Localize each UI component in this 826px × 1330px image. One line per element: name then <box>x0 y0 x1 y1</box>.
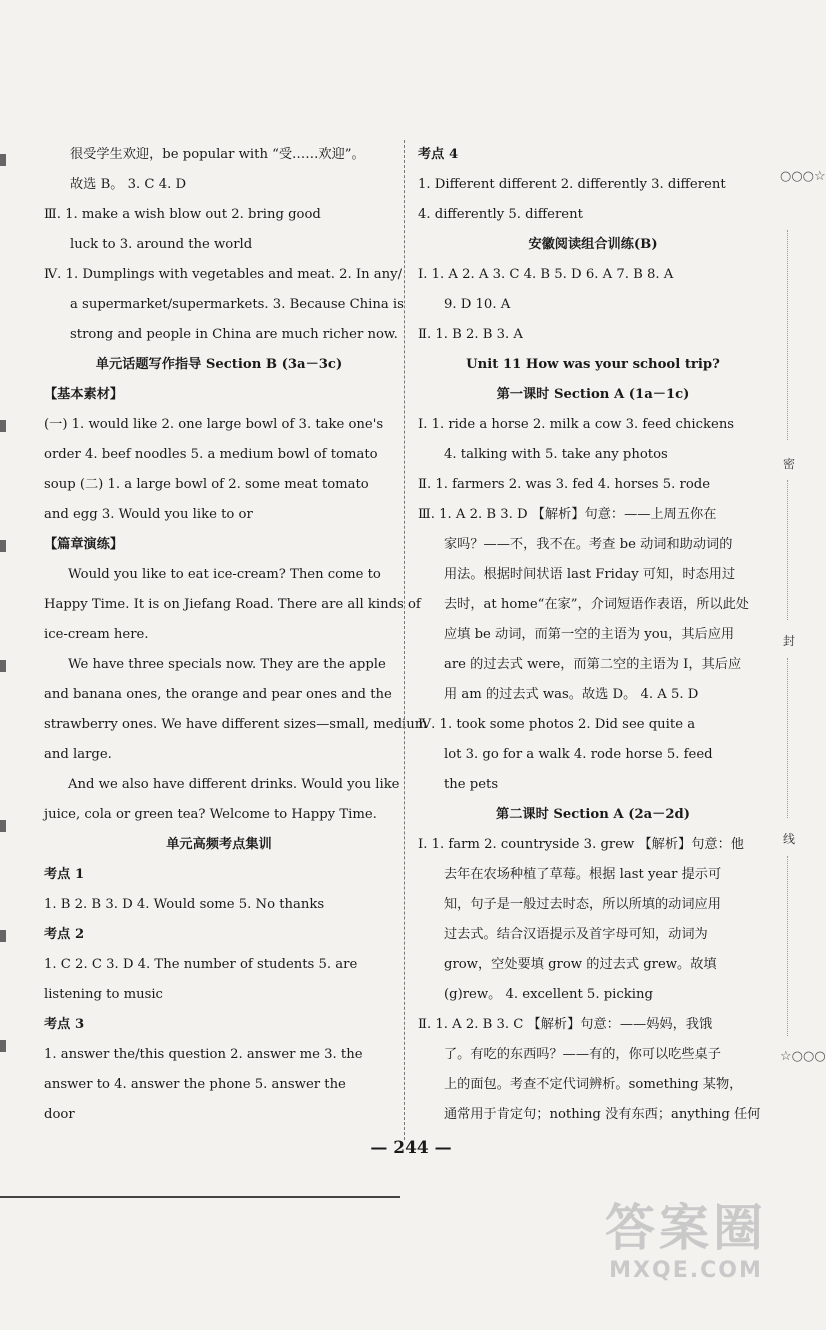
text-line: 9. D 10. A <box>444 297 511 312</box>
text-line: 用法。根据时间状语 last Friday 可知，时态用过 <box>444 567 736 582</box>
text-line: Ⅰ. 1. A 2. A 3. C 4. B 5. D 6. A 7. B 8. A <box>418 267 674 282</box>
text-line: (g)rew。 4. excellent 5. picking <box>444 987 653 1002</box>
margin-mark <box>0 154 6 166</box>
binding-margin <box>776 169 826 1120</box>
text-line: Would you like to eat ice-cream? Then come to <box>68 567 381 582</box>
text-line: 过去式。结合汉语提示及首字母可知，动词为 <box>444 927 708 942</box>
text-line: Ⅱ. 1. B 2. B 3. A <box>418 327 523 342</box>
text-line: 1. Different different 2. differently 3. different <box>418 177 726 192</box>
text-line: 上的面包。考查不定代词辨析。something 某物， <box>444 1077 743 1092</box>
text-line: grow，空处要填 grow 的过去式 grew。故填 <box>444 957 717 972</box>
text-line: strawberry ones. We have different sizes—small, medium <box>44 717 428 732</box>
text-line: answer to 4. answer the phone 5. answer the <box>44 1077 346 1092</box>
kaodian-heading: 考点 3 <box>44 1017 85 1032</box>
binding-dotted-line <box>787 658 788 818</box>
bottom-rule <box>0 1196 400 1198</box>
section-heading: 第一课时 Section A (1a－1c) <box>496 387 690 402</box>
page-number: — 244 — <box>370 1138 452 1158</box>
binding-char: 线 <box>783 832 796 846</box>
column-divider <box>404 140 405 1140</box>
binding-char: 封 <box>783 634 796 648</box>
binding-char: 密 <box>783 457 796 471</box>
text-line: 了。有吃的东西吗？——有的，你可以吃些桌子 <box>444 1047 721 1062</box>
text-line: and large. <box>44 747 112 762</box>
text-line: lot 3. go for a walk 4. rode horse 5. feed <box>444 747 713 762</box>
text-line: a supermarket/supermarkets. 3. Because China is <box>70 297 404 312</box>
text-line: door <box>44 1107 75 1122</box>
text-line: 去年在农场种植了草莓。根据 last year 提示可 <box>444 867 722 882</box>
text-line: ice-cream here. <box>44 627 149 642</box>
left-margin-marks <box>0 140 10 1140</box>
text-line: and banana ones, the orange and pear ones and the <box>44 687 392 702</box>
kaodian-heading: 考点 1 <box>44 867 85 882</box>
text-line: Ⅰ. 1. farm 2. countryside 3. grew 【解析】句意：他 <box>418 837 744 852</box>
text-line: the pets <box>444 777 499 792</box>
text-line: Ⅲ. 1. make a wish blow out 2. bring good <box>44 207 321 222</box>
margin-mark <box>0 1040 6 1052</box>
binding-dotted-line <box>787 230 788 440</box>
text-line: Ⅳ. 1. took some photos 2. Did see quite a <box>418 717 696 732</box>
text-line: strong and people in China are much richer now. <box>70 327 398 342</box>
binding-dotted-line <box>787 480 788 620</box>
left-column <box>44 140 428 1130</box>
unit-title: Unit 11 How was your school trip? <box>466 357 720 372</box>
watermark-logo: 答案圈 <box>605 1199 767 1257</box>
text-line: Ⅱ. 1. farmers 2. was 3. fed 4. horses 5. rode <box>418 477 711 492</box>
text-line: order 4. beef noodles 5. a medium bowl of tomato <box>44 447 378 462</box>
text-line: 4. talking with 5. take any photos <box>444 447 668 462</box>
section-heading: 单元话题写作指导 Section B (3a－3c) <box>95 357 343 372</box>
section-heading: 单元高频考点集训 <box>166 837 272 852</box>
text-line: 通常用于肯定句；nothing 没有东西；anything 任何 <box>444 1107 761 1122</box>
text-line: 4. differently 5. different <box>418 207 583 222</box>
text-line: soup (二) 1. a large bowl of 2. some meat tomato <box>44 477 369 492</box>
text-line: 1. answer the/this question 2. answer me 3. the <box>44 1047 363 1062</box>
margin-mark <box>0 660 6 672</box>
section-heading: 第二课时 Section A (2a－2d) <box>496 807 690 822</box>
subsection-heading: 【篇章演练】 <box>44 537 124 552</box>
text-line: 应填 be 动词，而第一空的主语为 you，其后应用 <box>444 627 735 642</box>
text-line: (一) 1. would like 2. one large bowl of 3. take one's <box>44 417 384 432</box>
text-line: Ⅱ. 1. A 2. B 3. C 【解析】句意：——妈妈，我饿 <box>418 1017 713 1032</box>
kaodian-heading: 考点 4 <box>418 147 459 162</box>
margin-mark <box>0 540 6 552</box>
text-line: 知，句子是一般过去时态，所以所填的动词应用 <box>444 897 721 912</box>
watermark-url: MXQE.COM <box>609 1258 763 1283</box>
text-line: 故选 B。 3. C 4. D <box>70 177 187 192</box>
text-line: Happy Time. It is on Jiefang Road. There are all kinds of <box>44 597 421 612</box>
kaodian-heading: 考点 2 <box>44 927 85 942</box>
margin-mark <box>0 420 6 432</box>
text-line: luck to 3. around the world <box>70 237 253 252</box>
text-line: 很受学生欢迎，be popular with “受……欢迎”。 <box>70 147 365 162</box>
binding-circles-bottom: ☆○○○ <box>780 1049 826 1064</box>
text-line: Ⅳ. 1. Dumplings with vegetables and meat. 2. In any/ <box>44 267 403 282</box>
subsection-heading: 【基本素材】 <box>44 387 124 402</box>
text-line: 1. C 2. C 3. D 4. The number of students 5. are <box>44 957 358 972</box>
section-heading: 安徽阅读组合训练(B) <box>528 237 658 252</box>
text-line: and egg 3. Would you like to or <box>44 507 253 522</box>
right-column <box>418 140 768 1130</box>
margin-mark <box>0 930 6 942</box>
text-line: 用 am 的过去式 was。故选 D。 4. A 5. D <box>444 687 699 702</box>
text-line: are 的过去式 were，而第二空的主语为 I，其后应 <box>444 657 742 672</box>
text-line: Ⅰ. 1. ride a horse 2. milk a cow 3. feed chickens <box>418 417 735 432</box>
text-line: 家吗？——不，我不在。考查 be 动词和助动词的 <box>444 537 733 552</box>
text-line: 1. B 2. B 3. D 4. Would some 5. No thanks <box>44 897 325 912</box>
text-line: We have three specials now. They are the apple <box>68 657 386 672</box>
binding-dotted-line <box>787 856 788 1036</box>
text-line: juice, cola or green tea? Welcome to Happy Time. <box>44 807 377 822</box>
margin-mark <box>0 820 6 832</box>
binding-circles-top: ○○○☆ <box>780 169 826 184</box>
text-line: Ⅲ. 1. A 2. B 3. D 【解析】句意：——上周五你在 <box>418 507 717 522</box>
text-line: And we also have different drinks. Would you like <box>68 777 400 792</box>
text-line: 去时，at home“在家”，介词短语作表语，所以此处 <box>444 597 749 612</box>
text-line: listening to music <box>44 987 163 1002</box>
watermark <box>586 1198 786 1308</box>
